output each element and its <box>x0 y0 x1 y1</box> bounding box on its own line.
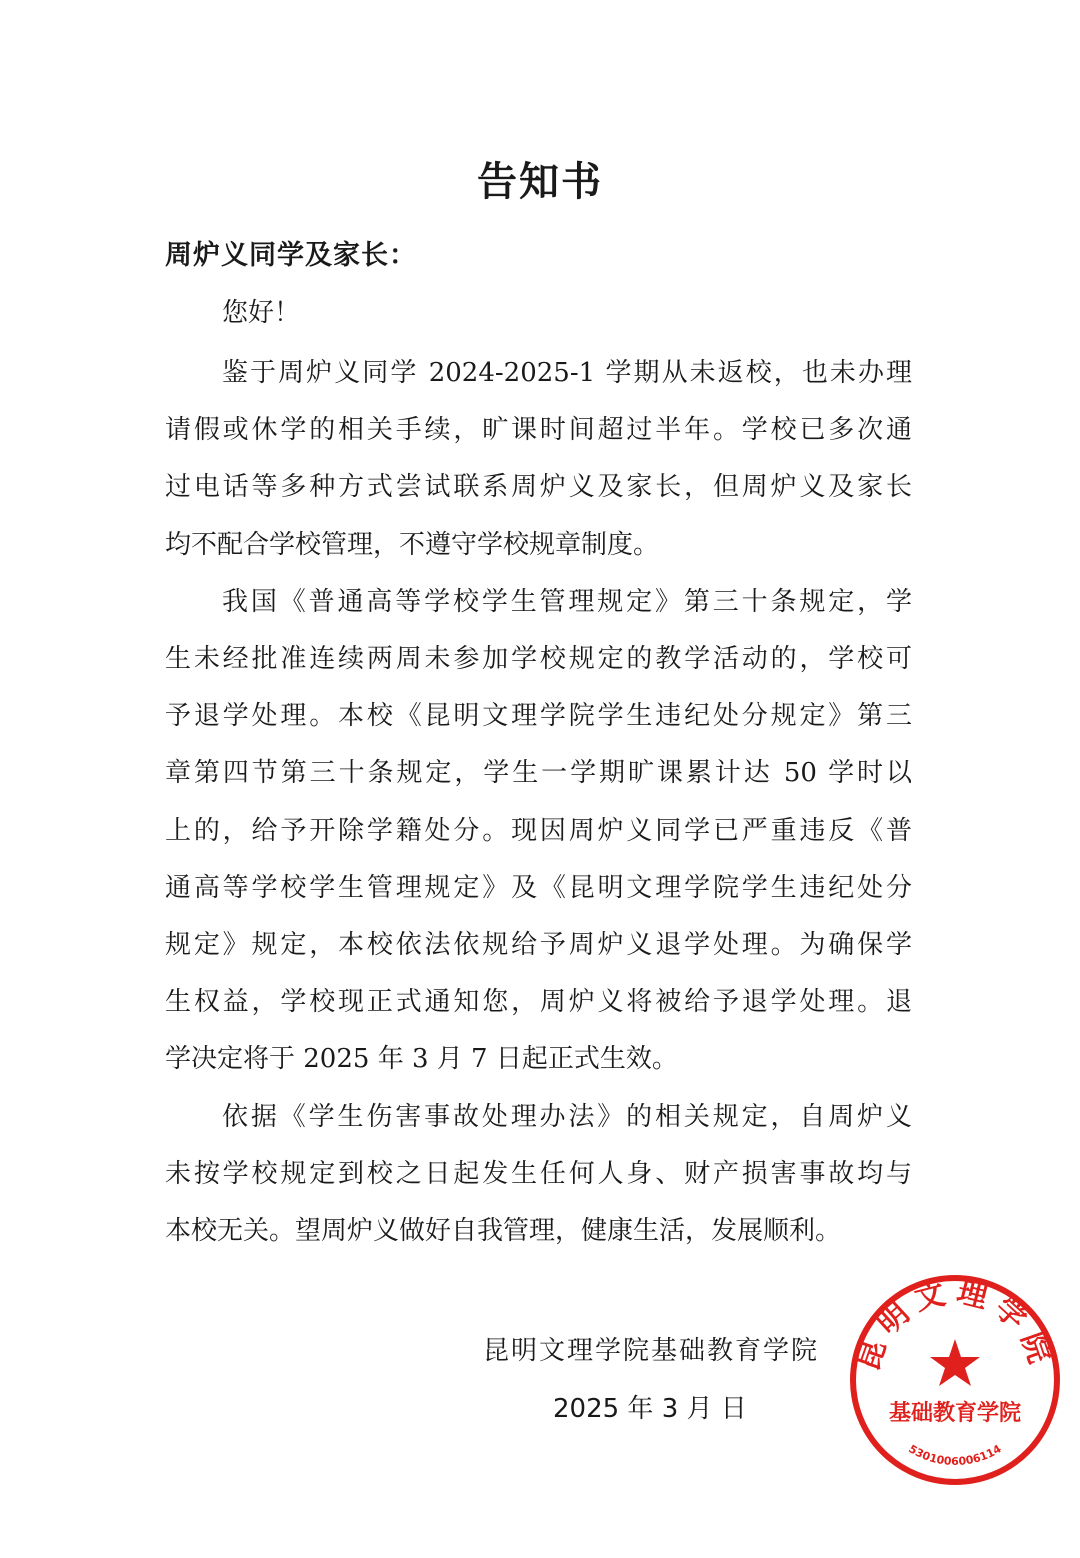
body-line: 予退学处理。本校《昆明文理学院学生违纪处分规定》第三 <box>165 701 912 732</box>
seal-inner-text: 基础教育学院 <box>888 1401 1022 1426</box>
seal-code: 5301006006114 <box>906 1442 1004 1468</box>
signature-org: 昆明文理学院基础教育学院 <box>483 1336 820 1366</box>
body-line: 鉴于周炉义同学 2024-2025-1 学期从未返校，也未办理 <box>222 358 912 388</box>
body-line: 本校无关。望周炉义做好自我管理，健康生活，发展顺利。 <box>165 1216 842 1246</box>
seal-outer-text: 昆明文理学院 <box>850 1274 1060 1376</box>
body-line: 生未经批准连续两周未参加学校规定的教学活动的，学校可 <box>165 644 912 674</box>
body-line: 均不配合学校管理，不遵守学校规章制度。 <box>165 529 660 560</box>
svg-text:5301006006114 <box>906 1442 1004 1468</box>
body-line: 依据《学生伤害事故处理办法》的相关规定，自周炉义 <box>222 1101 912 1132</box>
signature-date: 2025 年 3 月 日 <box>553 1394 747 1424</box>
body-line: 我国《普通高等学校学生管理规定》第三十条规定，学 <box>222 586 912 617</box>
body-line: 通高等学校学生管理规定》及《昆明文理学院学生违纪处分 <box>165 872 912 903</box>
body-line: 规定》规定，本校依法依规给予周炉义退学处理。为确保学 <box>165 930 912 960</box>
star-icon <box>930 1339 980 1386</box>
body-line: 请假或休学的相关手续，旷课时间超过半年。学校已多次通 <box>165 415 912 446</box>
body-line: 过电话等多种方式尝试联系周炉义及家长，但周炉义及家长 <box>165 472 912 503</box>
body-line: 未按学校规定到校之日起发生任何人身、财产损害事故均与 <box>165 1158 912 1189</box>
document-title: 告知书 <box>477 158 603 205</box>
body-line: 生权益，学校现正式通知您，周炉义将被给予退学处理。退 <box>165 987 912 1018</box>
greeting: 您好！ <box>222 298 301 328</box>
official-seal-stamp <box>845 1270 1065 1490</box>
salutation: 周炉义同学及家长： <box>165 240 417 271</box>
body-line: 学决定将于 2025 年 3 月 7 日起正式生效。 <box>165 1044 678 1075</box>
body-line: 章第四节第三十条规定，学生一学期旷课累计达 50 学时以 <box>165 758 912 789</box>
body-line: 上的，给予开除学籍处分。现因周炉义同学已严重违反《普 <box>165 815 912 846</box>
